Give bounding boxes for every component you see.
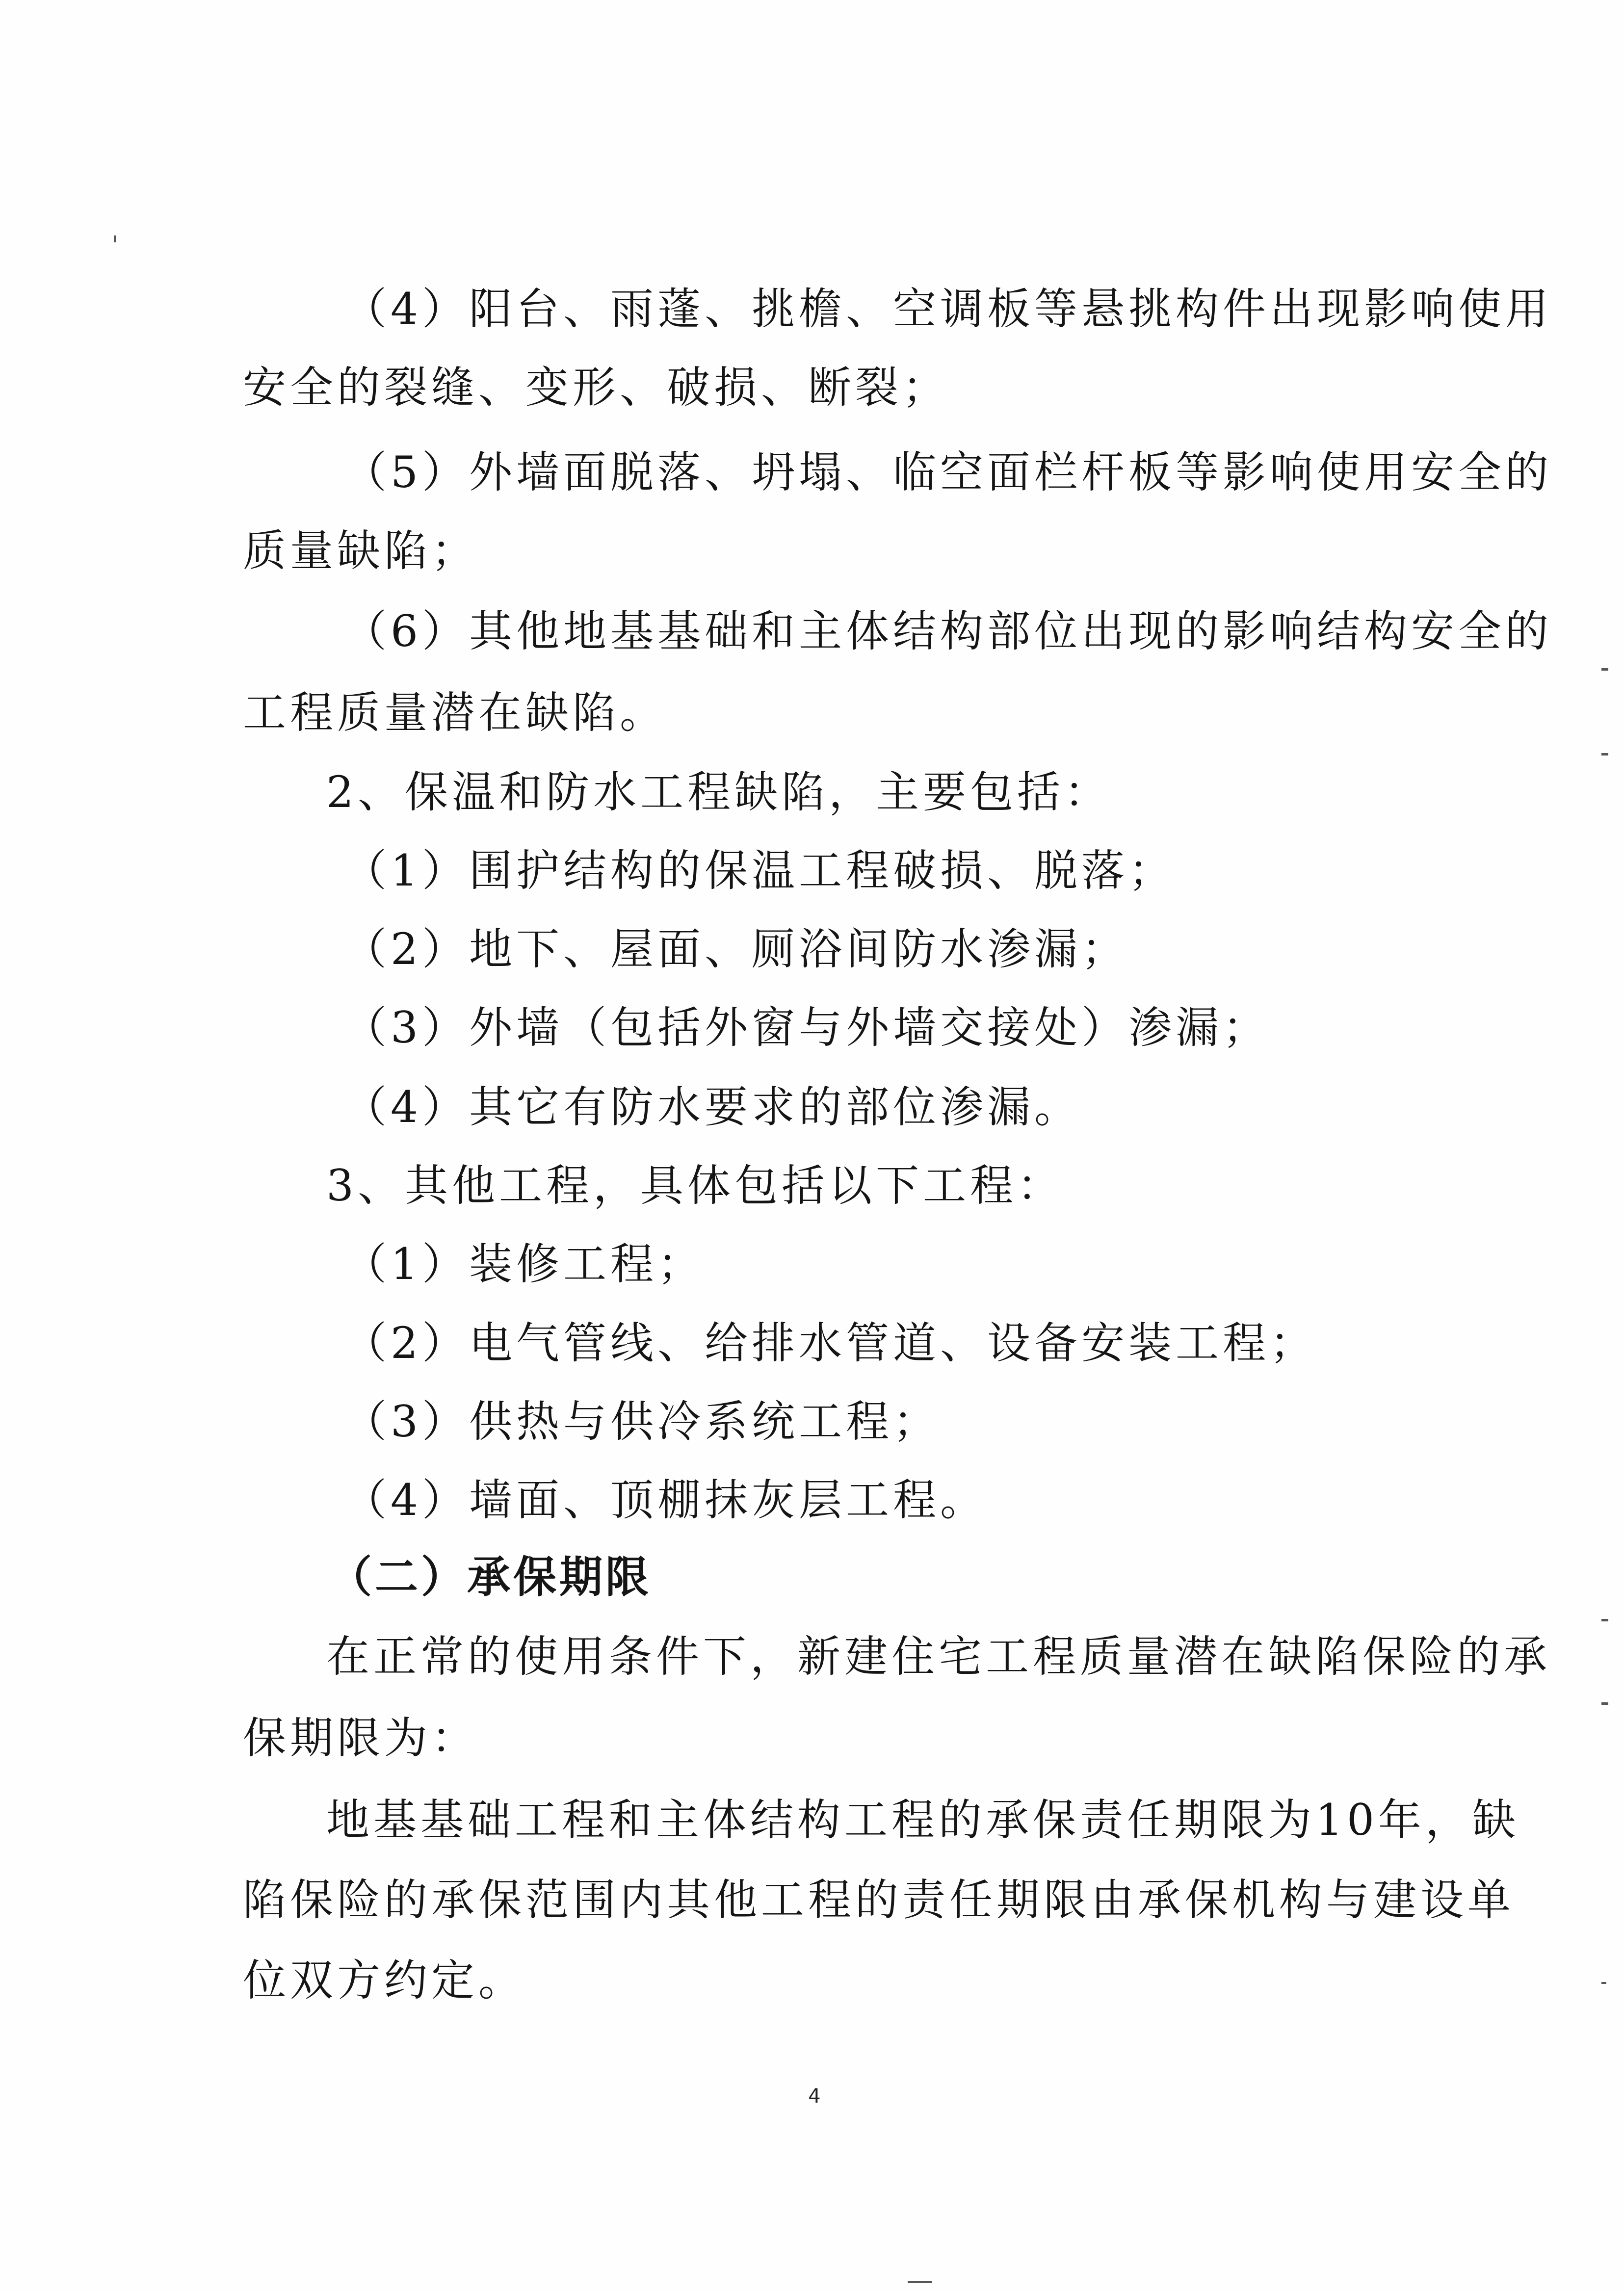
text-line: 工程质量潜在缺陷。 (243, 687, 667, 738)
text-line: （4）墙面、顶棚抹灰层工程。 (343, 1475, 987, 1525)
page-number: 4 (808, 2085, 821, 2108)
scan-mark (1601, 1982, 1606, 1984)
scan-mark (908, 2281, 932, 2283)
text-line: （3）供热与供冷系统工程； (343, 1396, 940, 1447)
text-line: （4）其它有防水要求的部位渗漏。 (343, 1082, 1081, 1132)
text-line: 安全的裂缝、变形、破损、断裂； (243, 362, 950, 413)
text-line: 地基基础工程和主体结构工程的承保责任期限为10年，缺 (326, 1795, 1519, 1845)
text-line: （2）地下、屋面、厕浴间防水渗漏； (343, 924, 1128, 974)
text-line: 在正常的使用条件下，新建住宅工程质量潜在缺陷保险的承 (326, 1631, 1551, 1682)
scan-mark (1601, 1619, 1608, 1621)
text-line: （3）外墙（包括外窗与外墙交接处）渗漏； (343, 1002, 1270, 1053)
text-line: 陷保险的承保范围内其他工程的责任期限由承保机构与建设单 (243, 1875, 1515, 1925)
text-line: 保期限为： (243, 1713, 479, 1763)
scan-mark (1601, 1702, 1608, 1705)
text-line: （1）装修工程； (343, 1239, 705, 1289)
scan-mark (114, 235, 116, 242)
scan-mark (1601, 753, 1608, 756)
section-heading: （二）承保期限 (329, 1552, 652, 1602)
text-line: 位双方约定。 (243, 1955, 526, 2006)
text-line: （6）其他地基基础和主体结构部位出现的影响结构安全的 (343, 606, 1552, 656)
text-line: （4）阳台、雨蓬、挑檐、空调板等悬挑构件出现影响使用 (343, 284, 1552, 334)
scan-mark (1601, 668, 1608, 671)
text-line: 3、其他工程，具体包括以下工程： (326, 1160, 1064, 1211)
text-line: （5）外墙面脱落、坍塌、临空面栏杆板等影响使用安全的 (343, 447, 1552, 497)
text-line: 2、保温和防水工程缺陷，主要包括： (326, 767, 1111, 817)
text-line: 质量缺陷； (243, 525, 479, 576)
text-line: （2）电气管线、给排水管道、设备安装工程； (343, 1318, 1317, 1368)
text-line: （1）围护结构的保温工程破损、脱落； (343, 845, 1176, 896)
